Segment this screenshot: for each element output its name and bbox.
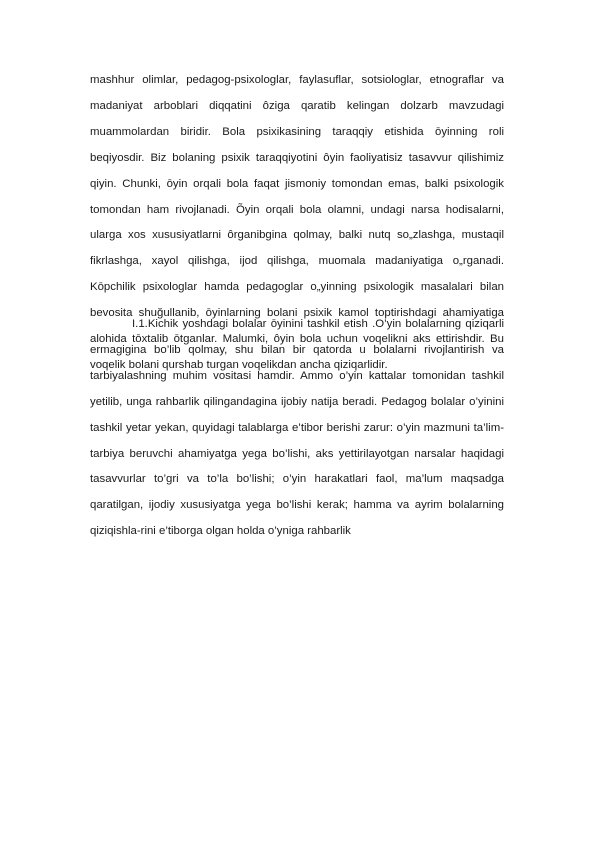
body-paragraph-2-section-heading: I.1.Kichik yoshdagi bolalar ōyinini tashkil etish .O’yin bolalarning qiziqarli ermagigina bo’lib qolmay, shu bilan bir qatorda u bolalarni rivojlantirish va tarbiyalashning muhim vositasi hamdir. Ammo o’yin kattalar tomonidan tashkil yetilib, unga rahbarlik qilingandagina ijobiy natija beradi. Pedagog bolalar o’yinini tashkil yetar yekan, quyidagi talablarga e’tibor berishi zarur: o’yin mazmuni ta’lim-tarbiya beruvchi ahamiyatga yega bo’lishi, aks yettirilayotgan narsalar haqidagi tasavvurlar to’gri va to’la bo’lishi; o’yin harakatlari faol, ma’lum maqsadga qaratilgan, ijodiy xususiyatga yega bo’lishi kerak; hamma va ayrim bolalarning qiziqishla-rini e’tiborga olgan holda o’yniga rahbarlik [90, 318, 504, 538]
body-paragraph-1: mashhur olimlar, pedagog-psixologlar, faylasuflar, sotsiologlar, etnograflar va madaniyat arboblari diqqatini ôziga qaratib kelingan dolzarb mavzudagi muammolardan biridir. Bola psixikasining taraqqiy etishida ōyinning roli beqiyosdir. Biz bolaning psixik taraqqiyotini ôyin faoliyatisiz tasavvur qilishimiz qiyin. Chunki, ōyin orqali bola faqat jismoniy tomondan emas, balki psixologik tomondan ham rivojlanadi. Õyin orqali bola olamni, undagi narsa hodisalarni, ularga xos xususiyatlarni ôrganibgina qolmay, balki nutq so„zlashga, mustaqil fikrlashga, xayol qilishga, ijod qilishga, muomala madaniyatiga o„rganadi. Kōpchilik psixologlar hamda pedagoglar o„yinning psixologik masalalari bilan bevosita shuğullanib, ōyinlarning bolani psixik kamol toptirishdagi ahamiyatiga alohida tōxtalib ōtganlar. Malumki, ôyin bola uchun voqelikni aks ettirishdir. Bu voqelik bolani qurshab turgan voqelikdan ancha qiziqarlidir. [90, 74, 504, 371]
